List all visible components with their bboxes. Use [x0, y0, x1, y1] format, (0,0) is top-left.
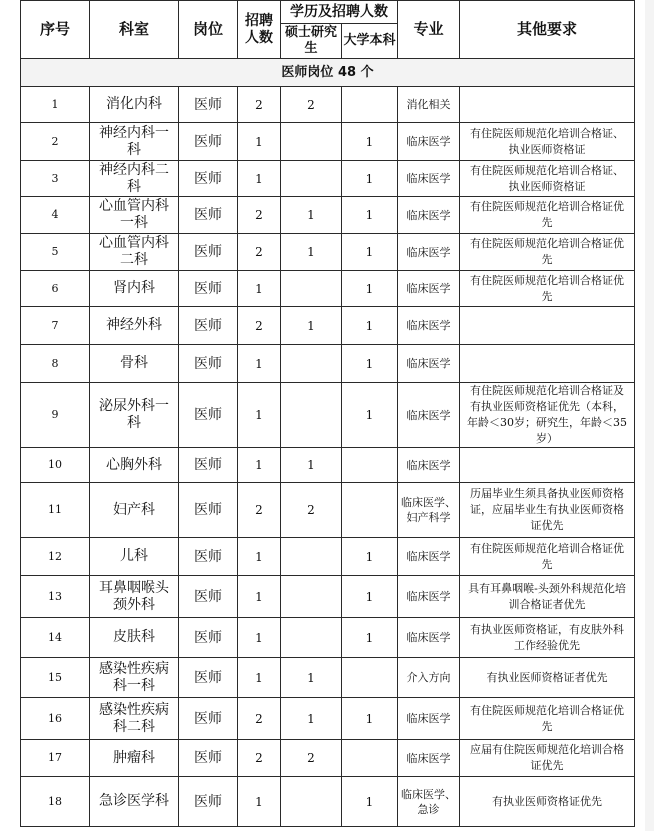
row-post: 医师 — [179, 197, 238, 234]
row-requirement — [460, 448, 635, 483]
row-no: 2 — [21, 123, 90, 161]
row-dept: 皮肤科 — [90, 618, 179, 658]
section-title: 医师岗位 48 个 — [21, 59, 635, 87]
row-post: 医师 — [179, 740, 238, 777]
table-row — [21, 271, 635, 307]
row-bachelor — [342, 740, 398, 777]
row-count: 1 — [238, 658, 281, 698]
row-master — [281, 576, 342, 618]
row-master: 1 — [281, 307, 342, 345]
row-bachelor — [342, 87, 398, 123]
row-count: 2 — [238, 87, 281, 123]
row-no: 1 — [21, 87, 90, 123]
row-count: 2 — [238, 234, 281, 271]
row-post: 医师 — [179, 161, 238, 197]
row-bachelor: 1 — [342, 777, 398, 827]
row-no: 3 — [21, 161, 90, 197]
row-dept: 心血管内科二科 — [90, 234, 179, 271]
row-major: 临床医学、急诊 — [398, 777, 460, 827]
row-dept: 感染性疾病科二科 — [90, 698, 179, 740]
row-dept: 心胸外科 — [90, 448, 179, 483]
row-post: 医师 — [179, 234, 238, 271]
header-major: 专业 — [398, 1, 460, 59]
row-no: 16 — [21, 698, 90, 740]
table-row — [21, 658, 635, 698]
row-requirement: 有执业医师资格证，有皮肤外科工作经验优先 — [460, 618, 635, 658]
row-master: 2 — [281, 483, 342, 538]
row-dept: 感染性疾病科一科 — [90, 658, 179, 698]
page-edge — [645, 0, 654, 831]
row-bachelor: 1 — [342, 345, 398, 383]
table-row — [21, 234, 635, 271]
table-row — [21, 618, 635, 658]
row-no: 10 — [21, 448, 90, 483]
row-requirement: 有住院医师规范化培训合格证优先 — [460, 271, 635, 307]
row-count: 2 — [238, 197, 281, 234]
row-bachelor: 1 — [342, 123, 398, 161]
table-row — [21, 698, 635, 740]
table-row — [21, 345, 635, 383]
row-master — [281, 538, 342, 576]
row-master — [281, 345, 342, 383]
row-master: 1 — [281, 658, 342, 698]
table-row — [21, 307, 635, 345]
row-count: 2 — [238, 483, 281, 538]
row-count: 2 — [238, 698, 281, 740]
row-major: 临床医学 — [398, 197, 460, 234]
row-dept: 耳鼻咽喉头颈外科 — [90, 576, 179, 618]
row-major: 临床医学 — [398, 448, 460, 483]
row-dept: 急诊医学科 — [90, 777, 179, 827]
row-requirement: 历届毕业生须具备执业医师资格证，应届毕业生有执业医师资格证优先 — [460, 483, 635, 538]
row-requirement: 有住院医师规范化培训合格证优先 — [460, 538, 635, 576]
row-major: 临床医学 — [398, 234, 460, 271]
row-post: 医师 — [179, 538, 238, 576]
row-post: 医师 — [179, 698, 238, 740]
row-requirement: 有住院医师规范化培训合格证优先 — [460, 698, 635, 740]
row-bachelor: 1 — [342, 618, 398, 658]
row-no: 4 — [21, 197, 90, 234]
row-dept: 肾内科 — [90, 271, 179, 307]
row-post: 医师 — [179, 307, 238, 345]
recruitment-table-container — [20, 0, 635, 827]
row-count: 1 — [238, 576, 281, 618]
row-dept: 消化内科 — [90, 87, 179, 123]
table-row — [21, 448, 635, 483]
row-requirement: 有执业医师资格证优先 — [460, 777, 635, 827]
row-bachelor: 1 — [342, 271, 398, 307]
table-row — [21, 161, 635, 197]
row-bachelor: 1 — [342, 197, 398, 234]
row-dept: 神经内科一科 — [90, 123, 179, 161]
row-bachelor: 1 — [342, 383, 398, 448]
row-no: 12 — [21, 538, 90, 576]
row-no: 9 — [21, 383, 90, 448]
row-count: 1 — [238, 777, 281, 827]
row-major: 临床医学 — [398, 698, 460, 740]
row-no: 7 — [21, 307, 90, 345]
row-count: 1 — [238, 538, 281, 576]
row-major: 消化相关 — [398, 87, 460, 123]
row-master: 1 — [281, 448, 342, 483]
header-bachelor: 大学本科 — [342, 24, 398, 59]
row-post: 医师 — [179, 576, 238, 618]
row-post: 医师 — [179, 448, 238, 483]
row-master — [281, 123, 342, 161]
row-count: 1 — [238, 448, 281, 483]
table-row — [21, 576, 635, 618]
section-row — [21, 59, 635, 87]
row-major: 临床医学 — [398, 307, 460, 345]
row-requirement: 有住院医师规范化培训合格证及有执业医师资格证优先（本科，年龄＜30岁；研究生，年龄＜35岁） — [460, 383, 635, 448]
table-row — [21, 483, 635, 538]
row-dept: 心血管内科一科 — [90, 197, 179, 234]
row-bachelor — [342, 658, 398, 698]
header-post: 岗位 — [179, 1, 238, 59]
row-bachelor — [342, 448, 398, 483]
row-master — [281, 777, 342, 827]
row-major: 临床医学 — [398, 538, 460, 576]
row-master: 1 — [281, 698, 342, 740]
row-dept: 泌尿外科一科 — [90, 383, 179, 448]
row-major: 临床医学 — [398, 345, 460, 383]
row-no: 6 — [21, 271, 90, 307]
row-dept: 骨科 — [90, 345, 179, 383]
row-master — [281, 271, 342, 307]
row-no: 11 — [21, 483, 90, 538]
row-requirement — [460, 307, 635, 345]
row-requirement: 有住院医师规范化培训合格证优先 — [460, 197, 635, 234]
table-row — [21, 87, 635, 123]
table-row — [21, 383, 635, 448]
header-master: 硕士研究生 — [281, 24, 342, 59]
table-row — [21, 197, 635, 234]
recruitment-table — [20, 0, 635, 827]
row-major: 临床医学、妇产科学 — [398, 483, 460, 538]
row-post: 医师 — [179, 87, 238, 123]
row-post: 医师 — [179, 345, 238, 383]
row-count: 2 — [238, 307, 281, 345]
header-education: 学历及招聘人数 — [281, 1, 398, 24]
row-master: 2 — [281, 740, 342, 777]
row-major: 临床医学 — [398, 271, 460, 307]
row-master — [281, 383, 342, 448]
row-requirement: 有执业医师资格证者优先 — [460, 658, 635, 698]
row-bachelor: 1 — [342, 538, 398, 576]
row-requirement: 有住院医师规范化培训合格证优先 — [460, 234, 635, 271]
row-count: 1 — [238, 123, 281, 161]
row-requirement: 有住院医师规范化培训合格证、执业医师资格证 — [460, 123, 635, 161]
row-no: 18 — [21, 777, 90, 827]
header-dept: 科室 — [90, 1, 179, 59]
row-major: 临床医学 — [398, 618, 460, 658]
row-bachelor: 1 — [342, 698, 398, 740]
row-master: 1 — [281, 234, 342, 271]
header-other: 其他要求 — [460, 1, 635, 59]
header-count: 招聘人数 — [238, 1, 281, 59]
row-master — [281, 618, 342, 658]
row-count: 1 — [238, 271, 281, 307]
row-count: 1 — [238, 161, 281, 197]
row-master: 2 — [281, 87, 342, 123]
table-row — [21, 777, 635, 827]
row-dept: 肿瘤科 — [90, 740, 179, 777]
row-major: 临床医学 — [398, 123, 460, 161]
row-dept: 妇产科 — [90, 483, 179, 538]
row-dept: 儿科 — [90, 538, 179, 576]
row-no: 13 — [21, 576, 90, 618]
row-post: 医师 — [179, 483, 238, 538]
row-count: 1 — [238, 618, 281, 658]
row-major: 临床医学 — [398, 383, 460, 448]
row-no: 15 — [21, 658, 90, 698]
row-post: 医师 — [179, 658, 238, 698]
row-post: 医师 — [179, 383, 238, 448]
table-row — [21, 740, 635, 777]
table-row — [21, 123, 635, 161]
row-master — [281, 161, 342, 197]
row-post: 医师 — [179, 123, 238, 161]
row-requirement: 具有耳鼻咽喉-头颈外科规范化培训合格证者优先 — [460, 576, 635, 618]
row-master: 1 — [281, 197, 342, 234]
row-dept: 神经外科 — [90, 307, 179, 345]
row-dept: 神经内科二科 — [90, 161, 179, 197]
row-major: 临床医学 — [398, 161, 460, 197]
row-count: 2 — [238, 740, 281, 777]
row-major: 临床医学 — [398, 740, 460, 777]
row-post: 医师 — [179, 777, 238, 827]
table-row — [21, 538, 635, 576]
row-requirement — [460, 87, 635, 123]
row-major: 临床医学 — [398, 576, 460, 618]
row-count: 1 — [238, 383, 281, 448]
row-no: 8 — [21, 345, 90, 383]
row-requirement — [460, 345, 635, 383]
header-no: 序号 — [21, 1, 90, 59]
row-requirement: 应届有住院医师规范化培训合格证优先 — [460, 740, 635, 777]
row-post: 医师 — [179, 618, 238, 658]
row-bachelor: 1 — [342, 576, 398, 618]
row-bachelor: 1 — [342, 234, 398, 271]
row-major: 介入方向 — [398, 658, 460, 698]
row-no: 14 — [21, 618, 90, 658]
row-no: 17 — [21, 740, 90, 777]
row-bachelor: 1 — [342, 161, 398, 197]
row-bachelor — [342, 483, 398, 538]
row-bachelor: 1 — [342, 307, 398, 345]
row-post: 医师 — [179, 271, 238, 307]
row-requirement: 有住院医师规范化培训合格证、执业医师资格证 — [460, 161, 635, 197]
row-no: 5 — [21, 234, 90, 271]
row-count: 1 — [238, 345, 281, 383]
